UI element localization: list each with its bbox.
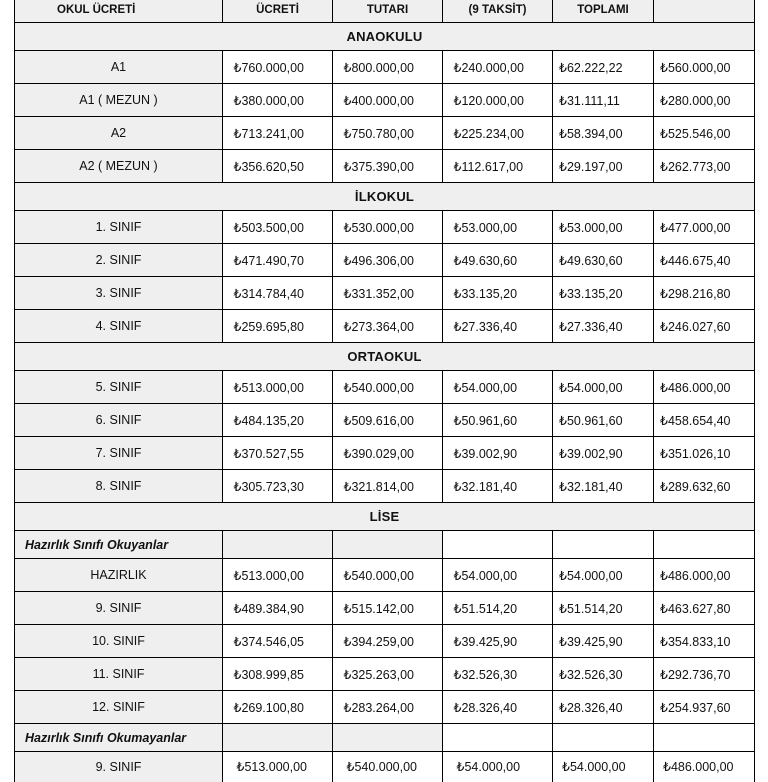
- cell-value: ₺27.336,40: [450, 319, 540, 334]
- cell-value: ₺54.000,00: [453, 752, 543, 782]
- cell-toplami: [654, 51, 755, 84]
- cell-taksit: [553, 404, 654, 437]
- cell-value: ₺400.000,00: [340, 93, 430, 108]
- cell-value: ₺760.000,00: [230, 60, 320, 75]
- cell-value: ₺32.181,40: [555, 479, 645, 494]
- sublabel-blank: [333, 724, 443, 752]
- cell-ucreti: [333, 658, 443, 691]
- table-row: [15, 625, 755, 658]
- cell-value: ₺486.000,00: [656, 568, 746, 583]
- cell-value: ₺262.773,00: [656, 159, 746, 174]
- cell-toplami: [654, 592, 755, 625]
- section-title: LİSE: [15, 503, 755, 531]
- cell-okul-ucreti: [223, 371, 333, 404]
- table-row: [15, 117, 755, 150]
- cell-taksit: [553, 691, 654, 724]
- section-header-ilkokul: [15, 183, 755, 211]
- cell-value: ₺486.000,00: [659, 752, 749, 782]
- cell-ucreti: [333, 117, 443, 150]
- row-label: 1. SINIF: [15, 211, 223, 244]
- cell-value: ₺53.000,00: [555, 220, 645, 235]
- cell-toplami: [654, 559, 755, 592]
- cell-toplami: [654, 691, 755, 724]
- cell-ucreti: [333, 691, 443, 724]
- cell-value: ₺62.222,22: [555, 60, 645, 75]
- cell-ucreti: [333, 310, 443, 343]
- cell-value: ₺39.425,90: [450, 634, 540, 649]
- table-row: [15, 150, 755, 183]
- cell-value: ₺39.425,90: [555, 634, 645, 649]
- cell-value: ₺530.000,00: [340, 220, 430, 235]
- cell-okul-ucreti: [223, 691, 333, 724]
- cell-value: ₺33.135,20: [555, 286, 645, 301]
- cell-taksit: [553, 310, 654, 343]
- row-label: 10. SINIF: [15, 625, 223, 658]
- cell-value: ₺39.002,90: [555, 446, 645, 461]
- cell-value: ₺39.002,90: [450, 446, 540, 461]
- cell-value: ₺53.000,00: [450, 220, 540, 235]
- cell-taksit: [553, 211, 654, 244]
- table-row: [15, 404, 755, 437]
- row-label: A1 ( MEZUN ): [15, 84, 223, 117]
- sublabel-blank: [553, 724, 654, 752]
- cell-ucreti: [333, 470, 443, 503]
- row-label: 8. SINIF: [15, 470, 223, 503]
- cell-tutari: [443, 371, 553, 404]
- cell-value: ₺308.999,85: [230, 667, 320, 682]
- table-header-row: [15, 0, 755, 23]
- cell-tutari: [443, 559, 553, 592]
- table-row: [15, 658, 755, 691]
- table-row: [15, 277, 755, 310]
- cell-value: ₺58.394,00: [555, 126, 645, 141]
- cell-value: ₺49.630,60: [450, 253, 540, 268]
- cell-toplami: [654, 470, 755, 503]
- cell-value: ₺112.617,00: [450, 159, 540, 174]
- cell-value: ₺713.241,00: [230, 126, 320, 141]
- cell-value: ₺254.937,60: [656, 700, 746, 715]
- table-row: [15, 592, 755, 625]
- cell-ucreti: [333, 211, 443, 244]
- section-title: ORTAOKUL: [15, 343, 755, 371]
- sublabel-row-hazirlik-okumayanlar: [15, 724, 755, 752]
- cell-okul-ucreti: [223, 559, 333, 592]
- cell-value: ₺289.632,60: [656, 479, 746, 494]
- cell-taksit: [553, 470, 654, 503]
- row-label: A2 ( MEZUN ): [15, 150, 223, 183]
- cell-ucreti: [333, 371, 443, 404]
- cell-ucreti: [333, 559, 443, 592]
- cell-toplami: [654, 211, 755, 244]
- cell-okul-ucreti: [223, 84, 333, 117]
- cell-okul-ucreti: [223, 150, 333, 183]
- cell-value: ₺292.736,70: [656, 667, 746, 682]
- section-title: ANAOKULU: [15, 23, 755, 51]
- cell-value: ₺750.780,00: [340, 126, 430, 141]
- cell-value: ₺394.259,00: [340, 634, 430, 649]
- cell-value: ₺525.546,00: [656, 126, 746, 141]
- cell-value: ₺283.264,00: [340, 700, 430, 715]
- section-header-ortaokul: [15, 343, 755, 371]
- sublabel-text: Hazırlık Sınıfı Okuyanlar: [15, 531, 223, 559]
- cell-value: ₺280.000,00: [656, 93, 746, 108]
- cell-toplami: [654, 658, 755, 691]
- cell-tutari: [443, 752, 553, 782]
- sublabel-blank: [654, 724, 755, 752]
- cell-value: ₺28.326,40: [450, 700, 540, 715]
- cell-okul-ucreti: [223, 211, 333, 244]
- row-label: 5. SINIF: [15, 371, 223, 404]
- table-row: [15, 84, 755, 117]
- cell-okul-ucreti: [223, 51, 333, 84]
- cell-toplami: [654, 437, 755, 470]
- row-label: A1: [15, 51, 223, 84]
- cell-taksit: [553, 625, 654, 658]
- cell-tutari: [443, 310, 553, 343]
- cell-tutari: [443, 150, 553, 183]
- sublabel-blank: [553, 531, 654, 559]
- cell-value: ₺32.181,40: [450, 479, 540, 494]
- cell-value: ₺298.216,80: [656, 286, 746, 301]
- row-label: 4. SINIF: [15, 310, 223, 343]
- cell-okul-ucreti: [223, 277, 333, 310]
- cell-value: ₺32.526,30: [555, 667, 645, 682]
- cell-taksit: [553, 592, 654, 625]
- sublabel-text: Hazırlık Sınıfı Okumayanlar: [15, 724, 223, 752]
- cell-taksit: [553, 658, 654, 691]
- cell-taksit: [553, 84, 654, 117]
- row-label: 7. SINIF: [15, 437, 223, 470]
- cell-value: ₺380.000,00: [230, 93, 320, 108]
- cell-okul-ucreti: [223, 470, 333, 503]
- cell-okul-ucreti: [223, 244, 333, 277]
- cell-taksit: [553, 277, 654, 310]
- cell-value: ₺540.000,00: [340, 380, 430, 395]
- cell-toplami: [654, 404, 755, 437]
- table-row: [15, 691, 755, 724]
- cell-tutari: [443, 277, 553, 310]
- sublabel-blank: [223, 724, 333, 752]
- cell-value: ₺269.100,80: [230, 700, 320, 715]
- section-header-anaokulu: [15, 23, 755, 51]
- cell-tutari: [443, 117, 553, 150]
- cell-value: ₺370.527,55: [230, 446, 320, 461]
- cell-ucreti: [333, 244, 443, 277]
- cell-value: ₺54.000,00: [450, 568, 540, 583]
- sublabel-blank: [443, 531, 553, 559]
- cell-tutari: [443, 84, 553, 117]
- cell-okul-ucreti: [223, 437, 333, 470]
- cell-value: ₺305.723,30: [230, 479, 320, 494]
- section-header-lise: [15, 503, 755, 531]
- cell-value: ₺390.029,00: [340, 446, 430, 461]
- cell-value: ₺484.135,20: [230, 413, 320, 428]
- table-row: [15, 244, 755, 277]
- row-label: 2. SINIF: [15, 244, 223, 277]
- cell-taksit: [553, 150, 654, 183]
- cell-value: ₺513.000,00: [230, 568, 320, 583]
- table-row: [15, 559, 755, 592]
- section-title: İLKOKUL: [15, 183, 755, 211]
- cell-value: ₺246.027,60: [656, 319, 746, 334]
- cell-taksit: [553, 559, 654, 592]
- cell-taksit: [553, 244, 654, 277]
- cell-value: ₺354.833,10: [656, 634, 746, 649]
- cell-value: ₺314.784,40: [230, 286, 320, 301]
- table-row: [15, 211, 755, 244]
- cell-toplami: [654, 752, 755, 782]
- row-label: 9. SINIF: [15, 752, 223, 782]
- cell-ucreti: [333, 277, 443, 310]
- sublabel-row-hazirlik-okuyanlar: [15, 531, 755, 559]
- cell-value: ₺489.384,90: [230, 601, 320, 616]
- cell-value: ₺50.961,60: [555, 413, 645, 428]
- cell-okul-ucreti: [223, 592, 333, 625]
- row-label: 3. SINIF: [15, 277, 223, 310]
- cell-toplami: [654, 625, 755, 658]
- cell-toplami: [654, 371, 755, 404]
- cell-value: ₺27.336,40: [555, 319, 645, 334]
- cell-value: ₺560.000,00: [656, 60, 746, 75]
- cell-value: ₺800.000,00: [340, 60, 430, 75]
- cell-value: ₺503.500,00: [230, 220, 320, 235]
- sublabel-blank: [654, 531, 755, 559]
- cell-value: ₺471.490,70: [230, 253, 320, 268]
- cell-toplami: [654, 244, 755, 277]
- cell-tutari: [443, 625, 553, 658]
- cell-toplami: [654, 310, 755, 343]
- cell-ucreti: [333, 752, 443, 782]
- table-row: [15, 310, 755, 343]
- column-header-extra: [654, 0, 755, 23]
- row-label: 9. SINIF: [15, 592, 223, 625]
- cell-value: ₺351.026,10: [656, 446, 746, 461]
- row-label: A2: [15, 117, 223, 150]
- cell-ucreti: [333, 150, 443, 183]
- cell-value: ₺513.000,00: [233, 752, 323, 782]
- cell-value: ₺509.616,00: [340, 413, 430, 428]
- cell-value: ₺50.961,60: [450, 413, 540, 428]
- cell-value: ₺31.111,11: [555, 93, 645, 108]
- cell-value: ₺375.390,00: [340, 159, 430, 174]
- cell-value: ₺33.135,20: [450, 286, 540, 301]
- cell-value: ₺515.142,00: [340, 601, 430, 616]
- cell-value: ₺54.000,00: [450, 380, 540, 395]
- row-label: 6. SINIF: [15, 404, 223, 437]
- cell-value: ₺356.620,50: [230, 159, 320, 174]
- column-header-okul-ucreti: OKUL ÜCRETİ: [15, 0, 223, 23]
- row-label: 12. SINIF: [15, 691, 223, 724]
- cell-value: ₺54.000,00: [555, 380, 645, 395]
- cell-value: ₺120.000,00: [450, 93, 540, 108]
- cell-value: ₺321.814,00: [340, 479, 430, 494]
- cell-value: ₺273.364,00: [340, 319, 430, 334]
- cell-value: ₺29.197,00: [555, 159, 645, 174]
- sublabel-blank: [223, 531, 333, 559]
- cell-tutari: [443, 51, 553, 84]
- table-row: [15, 51, 755, 84]
- table-row: [15, 437, 755, 470]
- cell-taksit: [553, 371, 654, 404]
- cell-tutari: [443, 211, 553, 244]
- cell-toplami: [654, 150, 755, 183]
- cell-tutari: [443, 470, 553, 503]
- cell-value: ₺54.000,00: [555, 568, 645, 583]
- cell-ucreti: [333, 592, 443, 625]
- cell-okul-ucreti: [223, 658, 333, 691]
- cell-value: ₺540.000,00: [340, 568, 430, 583]
- cell-value: ₺325.263,00: [340, 667, 430, 682]
- cell-tutari: [443, 244, 553, 277]
- cell-value: ₺28.326,40: [555, 700, 645, 715]
- cell-value: ₺540.000,00: [343, 752, 433, 782]
- cell-value: ₺463.627,80: [656, 601, 746, 616]
- cell-value: ₺374.546,05: [230, 634, 320, 649]
- cell-okul-ucreti: [223, 310, 333, 343]
- cell-value: ₺458.654,40: [656, 413, 746, 428]
- row-label: 11. SINIF: [15, 658, 223, 691]
- column-header-tutari: TUTARI: [333, 0, 443, 23]
- cell-ucreti: [333, 84, 443, 117]
- cell-toplami: [654, 84, 755, 117]
- cell-ucreti: [333, 437, 443, 470]
- cell-value: ₺51.514,20: [555, 601, 645, 616]
- row-label: HAZIRLIK: [15, 559, 223, 592]
- cell-value: ₺496.306,00: [340, 253, 430, 268]
- sublabel-blank: [443, 724, 553, 752]
- cell-okul-ucreti: [223, 752, 333, 782]
- cell-value: ₺51.514,20: [450, 601, 540, 616]
- cell-tutari: [443, 404, 553, 437]
- cell-taksit: [553, 437, 654, 470]
- cell-value: ₺49.630,60: [555, 253, 645, 268]
- cell-value: ₺225.234,00: [450, 126, 540, 141]
- cell-value: ₺54.000,00: [558, 752, 648, 782]
- cell-toplami: [654, 277, 755, 310]
- cell-tutari: [443, 691, 553, 724]
- table-row: [15, 371, 755, 404]
- fee-table: [14, 0, 755, 782]
- table-row: [15, 470, 755, 503]
- cell-value: ₺486.000,00: [656, 380, 746, 395]
- cell-ucreti: [333, 51, 443, 84]
- cell-value: ₺477.000,00: [656, 220, 746, 235]
- cell-taksit: [553, 117, 654, 150]
- cell-taksit: [553, 752, 654, 782]
- cell-toplami: [654, 117, 755, 150]
- cell-tutari: [443, 658, 553, 691]
- sublabel-blank: [333, 531, 443, 559]
- cell-value: ₺240.000,00: [450, 60, 540, 75]
- cell-okul-ucreti: [223, 117, 333, 150]
- cell-value: ₺446.675,40: [656, 253, 746, 268]
- cell-value: ₺32.526,30: [450, 667, 540, 682]
- table-row-partial: [15, 752, 755, 782]
- cell-ucreti: [333, 625, 443, 658]
- cell-ucreti: [333, 404, 443, 437]
- cell-taksit: [553, 51, 654, 84]
- cell-okul-ucreti: [223, 625, 333, 658]
- column-header-taksit: (9 TAKSİT): [443, 0, 553, 23]
- cell-okul-ucreti: [223, 404, 333, 437]
- cell-tutari: [443, 592, 553, 625]
- cell-tutari: [443, 437, 553, 470]
- column-header-toplami: TOPLAMI: [553, 0, 654, 23]
- cell-value: ₺513.000,00: [230, 380, 320, 395]
- cell-value: ₺331.352,00: [340, 286, 430, 301]
- column-header-ucreti: ÜCRETİ: [223, 0, 333, 23]
- cell-value: ₺259.695,80: [230, 319, 320, 334]
